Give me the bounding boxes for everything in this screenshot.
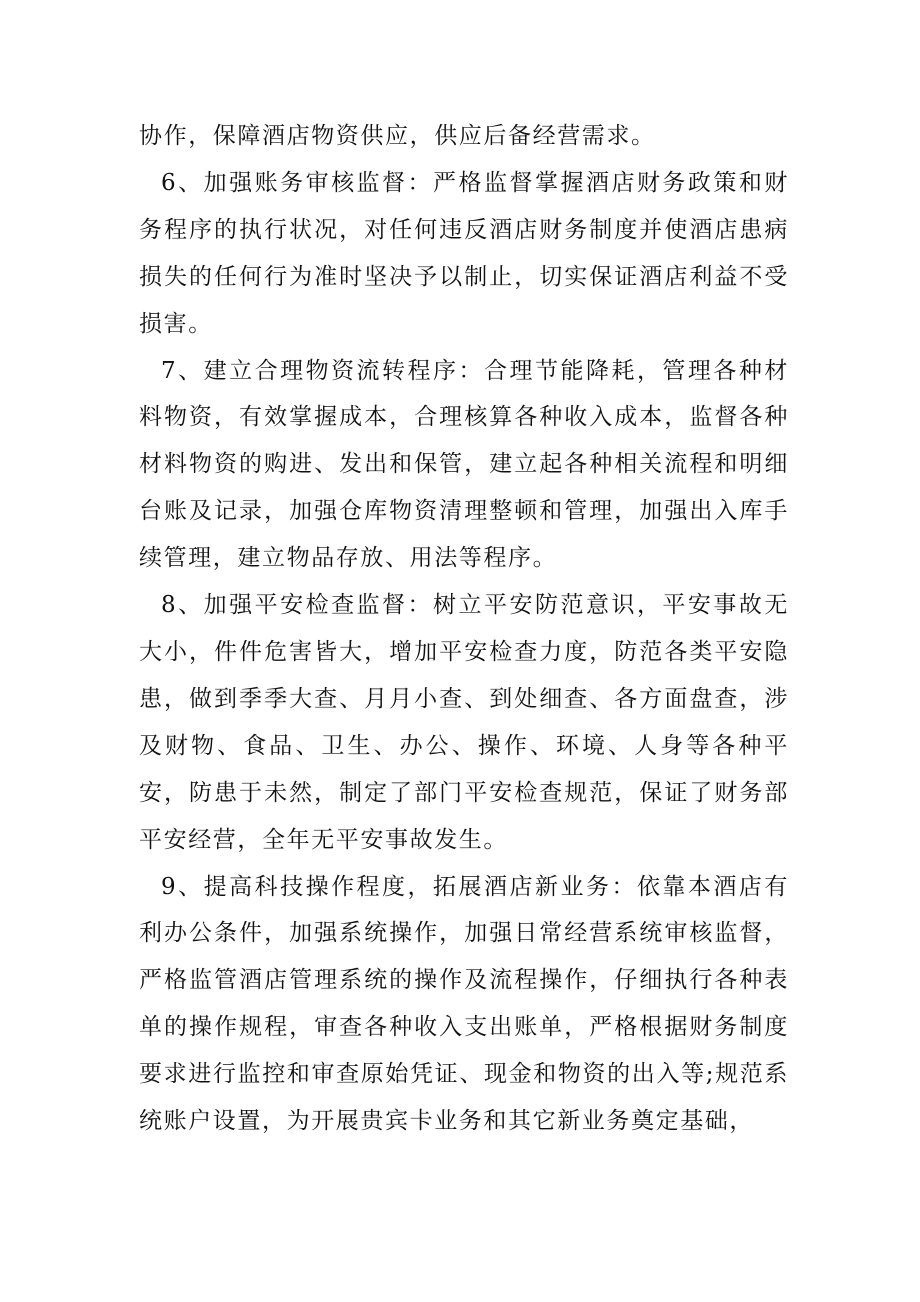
paragraph-continuation: 协作，保障酒店物资供应，供应后备经营需求。 xyxy=(139,123,656,149)
document-body xyxy=(139,113,789,1145)
paragraph-item-7: 7、建立合理物资流转程序：合理节能降耗，管理各种材料物资，有效掌握成本，合理核算各种收入成本，监督各种材料物资的购进、发出和保管，建立起各种相关流程和明细台账及记录，加强仓库物资清理整顿和管理，加强出入库手续管理，建立物品存放、用法等程序。 xyxy=(139,357,789,572)
paragraph-item-8: 8、加强平安检查监督：树立平安防范意识，平安事故无大小，件件危害皆大，增加平安检查力度，防范各类平安隐患，做到季季大查、月月小查、到处细查、各方面盘查，涉及财物、食品、卫生、办公、操作、环境、人身等各种平安，防患于未然，制定了部门平安检查规范，保证了财务部平安经营，全年无平安事故发生。 xyxy=(139,592,789,853)
paragraph-item-6: 6、加强账务审核监督：严格监督掌握酒店财务政策和财务程序的执行状况，对任何违反酒店财务制度并使酒店患病损失的任何行为准时坚决予以制止，切实保证酒店利益不受损害。 xyxy=(139,169,789,337)
paragraph-item-9: 9、提高科技操作程度，拓展酒店新业务：依靠本酒店有利办公条件，加强系统操作，加强日常经营系统审核监督，严格监管酒店管理系统的操作及流程操作，仔细执行各种表单的操作规程，审查各种收入支出账单，严格根据财务制度要求进行监控和审查原始凭证、现金和物资的出入等;规范系统账户设置，为开展贵宾卡业务和其它新业务奠定基础， xyxy=(139,873,789,1135)
